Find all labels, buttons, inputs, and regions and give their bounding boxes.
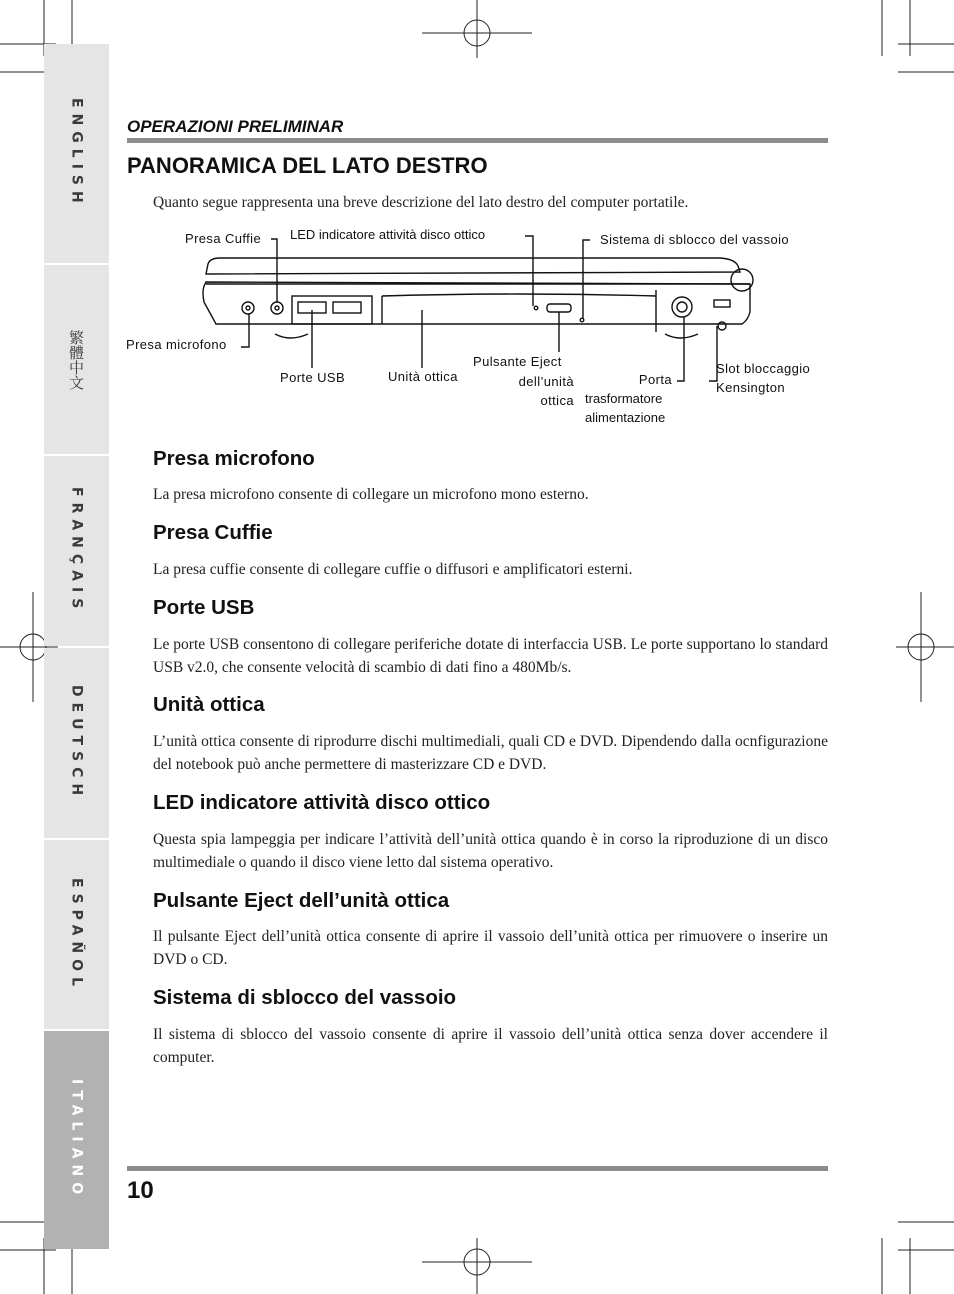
lang-tab-deutsch[interactable] <box>44 648 109 838</box>
label-presa-microfono: Presa microfono <box>126 337 227 352</box>
lang-tab-english[interactable] <box>44 44 109 263</box>
lang-tab-label: ESPAÑOL <box>68 877 85 992</box>
section-text-presa-microfono: La presa microfono consente di collegare un microfono mono esterno. <box>153 486 589 503</box>
section-title-led: LED indicatore attività disco ottico <box>153 791 491 814</box>
label-eject-line-3: ottica <box>540 393 574 408</box>
section-title-porte-usb: Porte USB <box>153 596 255 619</box>
footer-rule <box>127 1166 828 1171</box>
section-title-sblocco: Sistema di sblocco del vassoio <box>153 986 457 1009</box>
label-slot-line-2: Kensington <box>716 380 786 395</box>
section-title-unita-ottica: Unità ottica <box>153 693 265 716</box>
label-sblocco-vassoio: Sistema di sblocco del vassoio <box>600 232 790 247</box>
page-number: 10 <box>127 1177 154 1204</box>
intro-text: Quanto segue rappresenta una breve descrizione del lato destro del computer portatile. <box>153 194 689 211</box>
lang-tab-label: FRANÇAIS <box>68 487 85 615</box>
section-text-porte-usb: Le porte USB consentono di collegare periferiche dotate di interfaccia USB. Le porte supportano lo standard USB v2.0, che consente velocità di scambio di dati fino a 480Mb/s. <box>153 636 828 676</box>
section-text-unita-ottica: L’unità ottica consente di riprodurre dischi multimediali, quali CD e DVD. Dipendendo dalla ocnfigurazione del notebook può anche permettere di masterizzare CD e DVD. <box>153 733 828 773</box>
section-title-eject: Pulsante Eject dell’unità ottica <box>153 889 450 912</box>
lang-tab-label: ITALIANO <box>68 1079 85 1201</box>
section-title-presa-cuffie: Presa Cuffie <box>153 521 273 544</box>
label-presa-cuffie: Presa Cuffie <box>185 231 262 246</box>
label-porte-usb: Porte USB <box>280 370 346 385</box>
label-porta-line-1: Porta <box>638 372 672 387</box>
laptop-illustration <box>120 222 835 434</box>
label-led: LED indicatore attività disco ottico <box>290 227 486 242</box>
section-title-presa-microfono: Presa microfono <box>153 447 315 470</box>
label-slot-line-1: Slot bloccaggio <box>716 361 811 376</box>
lang-tab-label: ENGLISH <box>68 98 85 209</box>
lang-tab-italiano[interactable] <box>44 1031 109 1249</box>
label-porta-line-3: alimentazione <box>585 410 666 425</box>
section-text-led: Questa spia lampeggia per indicare l’attività dell’unità ottica quando è in corso la riproduzione di un disco multimediale o quando il disco viene letto dal sistema operativo. <box>153 831 828 871</box>
lang-tab-espanol[interactable] <box>44 840 109 1029</box>
lang-tab-label: DEUTSCH <box>68 684 85 802</box>
label-eject-line-2: dell’unità <box>518 374 574 389</box>
laptop-right-side-diagram <box>120 222 835 434</box>
running-header: OPERAZIONI PRELIMINAR <box>127 117 344 136</box>
section-text-eject: Il pulsante Eject dell’unità ottica consente di aprire il vassoio dell’unità ottica per rimuovere o inserire un DVD o CD. <box>153 928 828 968</box>
label-eject-line-1: Pulsante Eject <box>473 354 562 369</box>
page-title: PANORAMICA DEL LATO DESTRO <box>127 153 488 178</box>
lang-tab-chinese[interactable] <box>44 265 109 454</box>
lang-tab-francais[interactable] <box>44 456 109 646</box>
section-text-sblocco: Il sistema di sblocco del vassoio consente di aprire il vassoio dell’unità ottica senza dover accendere il computer. <box>153 1026 828 1066</box>
lang-tab-label: 繁體中文 <box>67 329 85 390</box>
label-unita-ottica: Unità ottica <box>388 369 458 384</box>
label-porta-line-2: trasformatore <box>585 391 663 406</box>
header-rule <box>127 138 828 143</box>
section-text-presa-cuffie: La presa cuffie consente di collegare cuffie o diffusori e amplificatori esterni. <box>153 561 633 578</box>
